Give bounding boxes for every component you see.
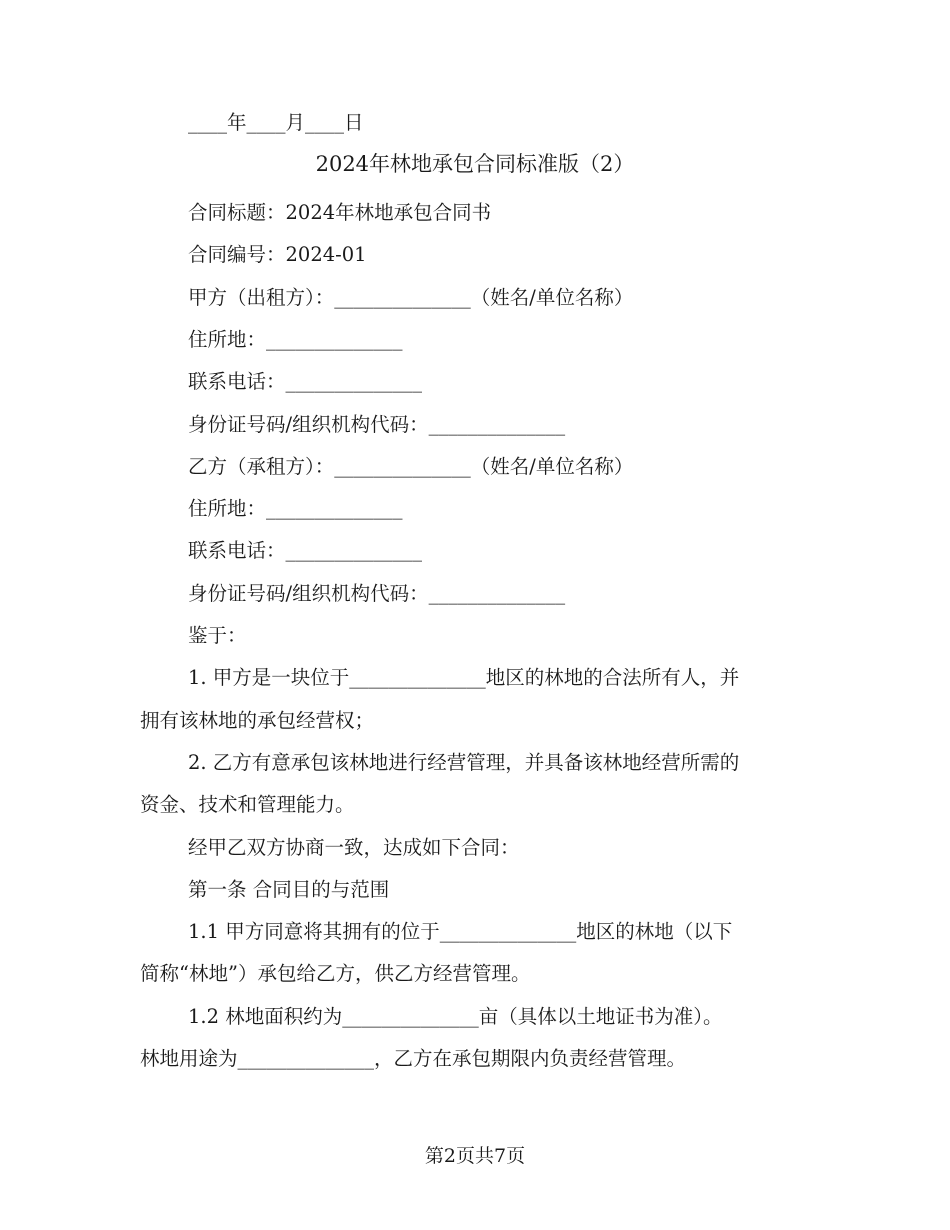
party-a-address-field: 住所地：______________ (188, 328, 403, 351)
party-b-field: 乙方（承租方）：______________（姓名/单位名称） (188, 455, 634, 478)
article-1-heading: 第一条 合同目的与范围 (188, 878, 390, 901)
whereas-heading: 鉴于： (188, 624, 247, 647)
date-line: ____年____月____日 (188, 111, 364, 134)
clause-1-2: 1.2 林地面积约为______________亩（具体以土地证书为准）。 (188, 1005, 723, 1028)
party-b-phone-field: 联系电话：______________ (188, 539, 423, 562)
contract-number-field: 合同编号：2024-01 (188, 243, 367, 266)
party-a-id-field: 身份证号码/组织机构代码：______________ (188, 413, 566, 436)
whereas-item-1: 1. 甲方是一块位于______________地区的林地的合法所有人，并 (188, 666, 740, 689)
whereas-item-2: 2. 乙方有意承包该林地进行经营管理，并具备该林地经营所需的 (188, 751, 740, 774)
clause-1-1-cont: 简称“林地”）承包给乙方，供乙方经营管理。 (140, 962, 531, 985)
clause-1-1: 1.1 甲方同意将其拥有的位于______________地区的林地（以下 (188, 920, 733, 943)
contract-title-field: 合同标题：2024年林地承包合同书 (188, 201, 492, 224)
whereas-item-2-cont: 资金、技术和管理能力。 (140, 793, 355, 816)
party-b-id-field: 身份证号码/组织机构代码：______________ (188, 582, 566, 605)
party-a-phone-field: 联系电话：______________ (188, 370, 423, 393)
clause-1-2-cont: 林地用途为______________，乙方在承包期限内负责经营管理。 (140, 1047, 687, 1070)
party-a-field: 甲方（出租方）：______________（姓名/单位名称） (188, 286, 634, 309)
document-title: 2024年林地承包合同标准版（2） (315, 152, 635, 176)
agreement-intro: 经甲乙双方协商一致，达成如下合同： (188, 836, 520, 859)
whereas-item-1-cont: 拥有该林地的承包经营权； (140, 709, 375, 732)
page-footer: 第2页共7页 (424, 1145, 526, 1167)
party-b-address-field: 住所地：______________ (188, 497, 403, 520)
